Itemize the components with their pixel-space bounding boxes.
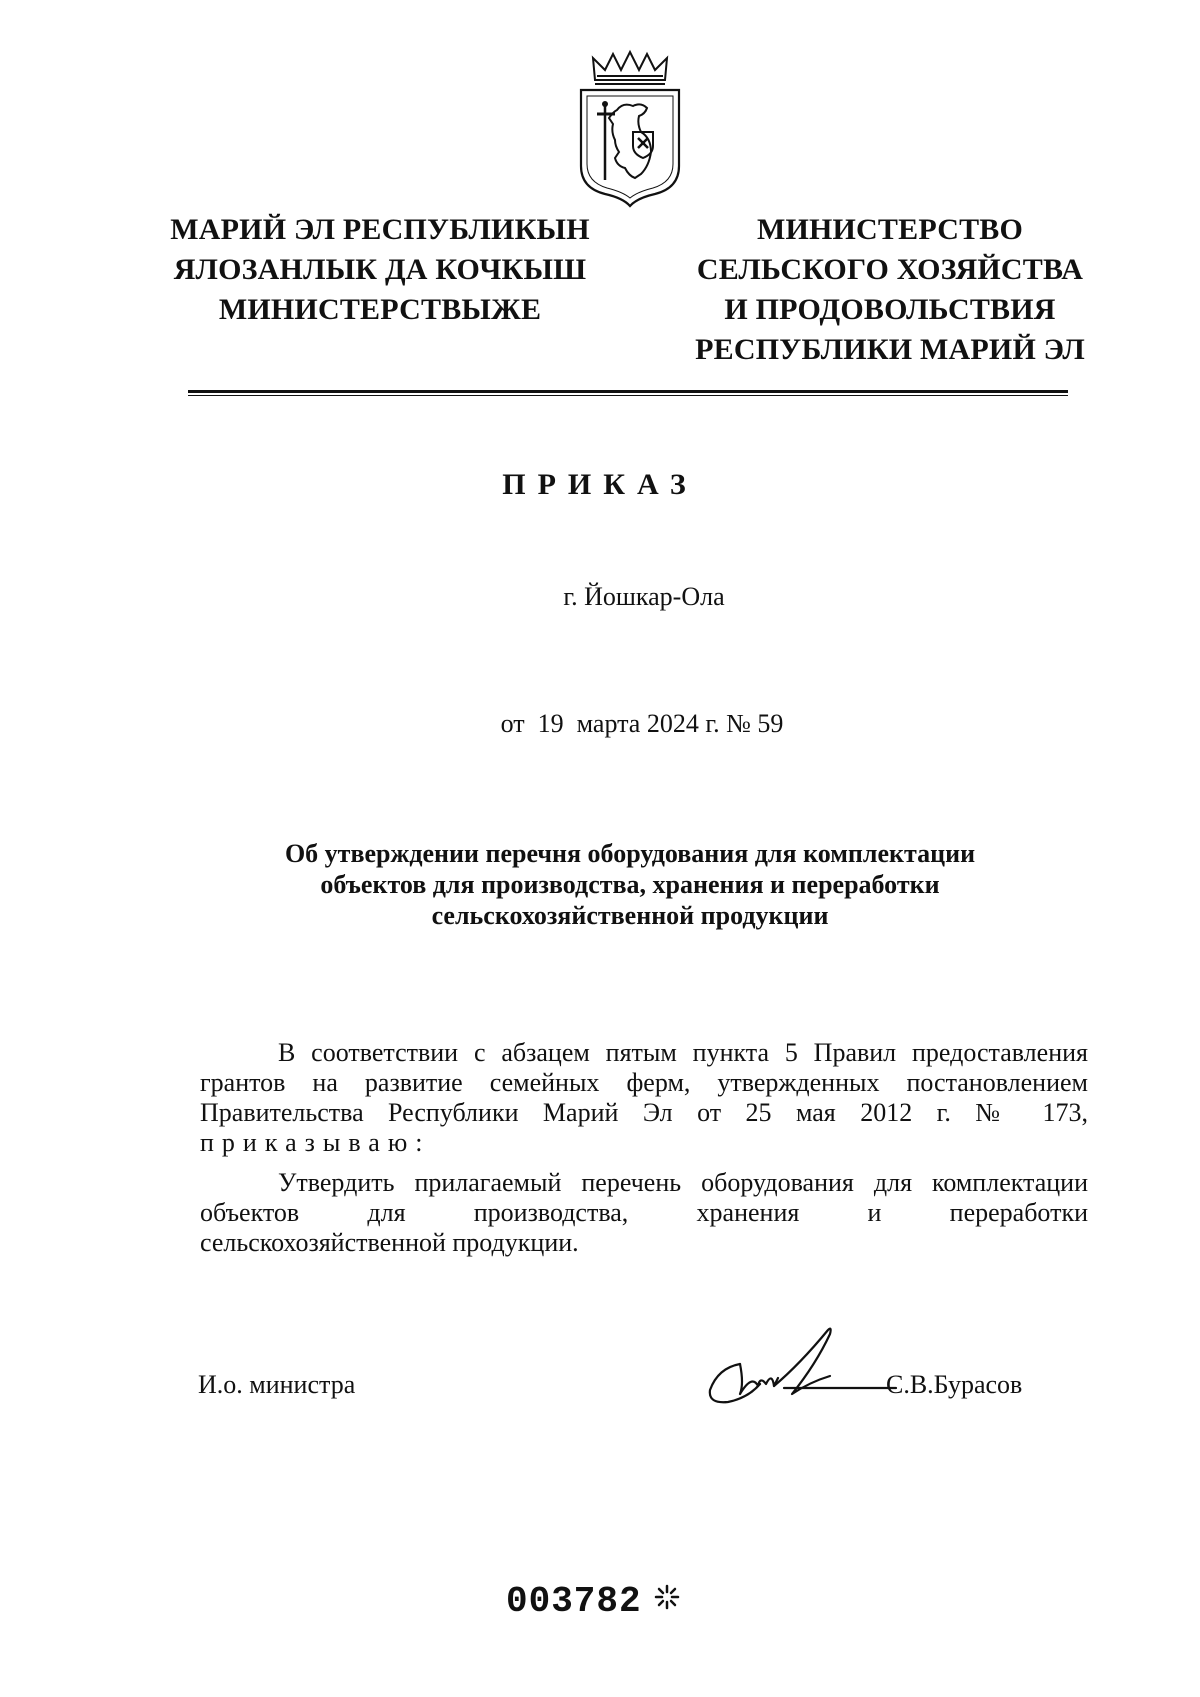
body-line: В соответствии с абзацем пятым пункта 5 Правил предоставления xyxy=(278,1038,1088,1067)
body-paragraph-1 xyxy=(200,1038,1088,1158)
asterisk-mark-icon xyxy=(652,1582,682,1612)
body-line-order: приказываю: xyxy=(200,1128,431,1157)
header-right-line: РЕСПУБЛИКИ МАРИЙ ЭЛ xyxy=(695,333,1085,366)
header-right-line: И ПРОДОВОЛЬСТВИЯ xyxy=(724,293,1056,326)
header-divider xyxy=(188,390,1068,398)
signer-title: И.о. министра xyxy=(198,1370,356,1399)
body-line: Утвердить прилагаемый перечень оборудования для комплектации xyxy=(278,1168,1088,1197)
handwritten-signature xyxy=(700,1324,900,1410)
body-line: объектов для производства, хранения и переработки xyxy=(200,1198,1088,1227)
header-right-line: СЕЛЬСКОГО ХОЗЯЙСТВА xyxy=(696,253,1084,286)
header-left xyxy=(150,210,610,330)
body-line: сельскохозяйственной продукции. xyxy=(200,1228,579,1257)
body-line: Правительства Республики Марий Эл от 25 мая 2012 г. № 173, xyxy=(200,1098,1088,1127)
subject-line: Об утверждении перечня оборудования для комплектации xyxy=(284,839,976,868)
subject-line: объектов для производства, хранения и переработки xyxy=(320,870,940,899)
body-paragraph-2 xyxy=(200,1168,1088,1258)
document-date-number: от 19 марта 2024 г. № 59 xyxy=(500,709,784,738)
signer-name: С.В.Бурасов xyxy=(886,1370,1023,1399)
coat-of-arms-icon xyxy=(575,48,685,208)
document-type: ПРИКАЗ xyxy=(502,468,698,501)
header-right-line: МИНИСТЕРСТВО xyxy=(756,213,1024,246)
header-left-line: МАРИЙ ЭЛ РЕСПУБЛИКЫН xyxy=(170,213,590,246)
header-left-line: МИНИСТЕРСТВЫЖЕ xyxy=(218,293,542,326)
document-city: г. Йошкар-Ола xyxy=(563,582,725,611)
header-left-line: ЯЛОЗАНЛЫК ДА КОЧКЫШ xyxy=(173,253,587,286)
body-line: грантов на развитие семейных ферм, утвержденных постановлением xyxy=(200,1068,1088,1097)
document-subject xyxy=(200,838,1060,931)
subject-line: сельскохозяйственной продукции xyxy=(431,901,829,930)
registration-number: 003782 xyxy=(506,1581,642,1622)
header-right xyxy=(670,210,1110,370)
